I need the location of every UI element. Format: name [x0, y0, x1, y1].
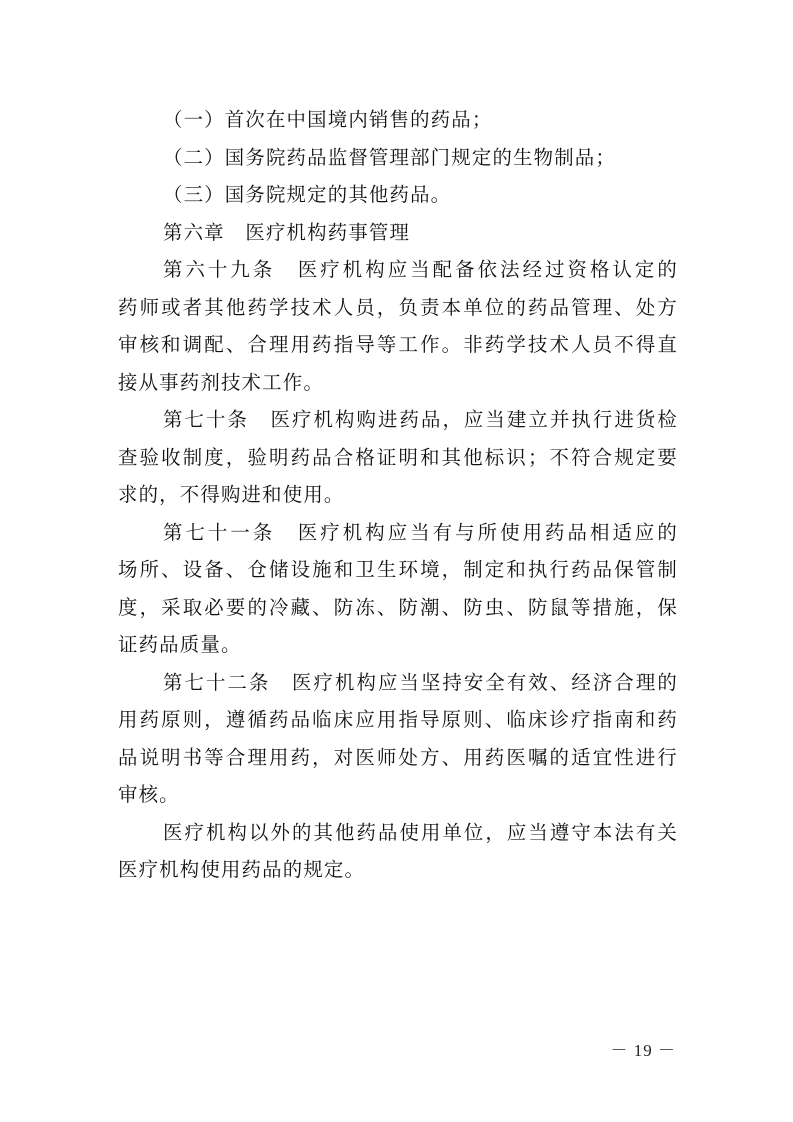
- text-line: 第七十一条 医疗机构应当有与所使用药品相适应的: [163, 520, 678, 544]
- text-line: 品说明书等合理用药，对医师处方、用药医嘱的适宜性进行: [118, 745, 678, 769]
- text-line: 医疗机构以外的其他药品使用单位，应当遵守本法有关: [163, 820, 678, 844]
- page-number: － 19 －: [610, 1041, 676, 1060]
- text-line: 度，采取必要的冷藏、防冻、防潮、防虫、防鼠等措施，保: [118, 595, 678, 619]
- text-line: （三）国务院规定的其他药品。: [163, 183, 452, 206]
- text-line: 求的，不得购进和使用。: [118, 483, 345, 506]
- text-line: 审核和调配、合理用药指导等工作。非药学技术人员不得直: [118, 333, 678, 356]
- text-line: 证药品质量。: [118, 633, 242, 656]
- text-line: 第七十条 医疗机构购进药品，应当建立并执行进货检: [163, 408, 678, 431]
- text-line: 药师或者其他药学技术人员，负责本单位的药品管理、处方: [118, 295, 678, 319]
- text-line: 用药原则，遵循药品临床应用指导原则、临床诊疗指南和药: [118, 708, 678, 731]
- text-line: 审核。: [118, 783, 180, 806]
- chapter-heading: 第六章 医疗机构药事管理: [163, 220, 411, 244]
- text-line: 医疗机构使用药品的规定。: [118, 858, 366, 881]
- text-line: 接从事药剂技术工作。: [118, 370, 324, 394]
- text-line: （一）首次在中国境内销售的药品；: [163, 108, 493, 131]
- text-line: （二）国务院药品监督管理部门规定的生物制品；: [163, 145, 616, 169]
- text-line: 查验收制度，验明药品合格证明和其他标识；不符合规定要: [118, 445, 678, 469]
- text-line: 第七十二条 医疗机构应当坚持安全有效、经济合理的: [163, 670, 678, 694]
- text-line: 场所、设备、仓储设施和卫生环境，制定和执行药品保管制: [118, 558, 678, 581]
- document-body: [118, 101, 678, 889]
- text-line: 第六十九条 医疗机构应当配备依法经过资格认定的: [163, 258, 678, 281]
